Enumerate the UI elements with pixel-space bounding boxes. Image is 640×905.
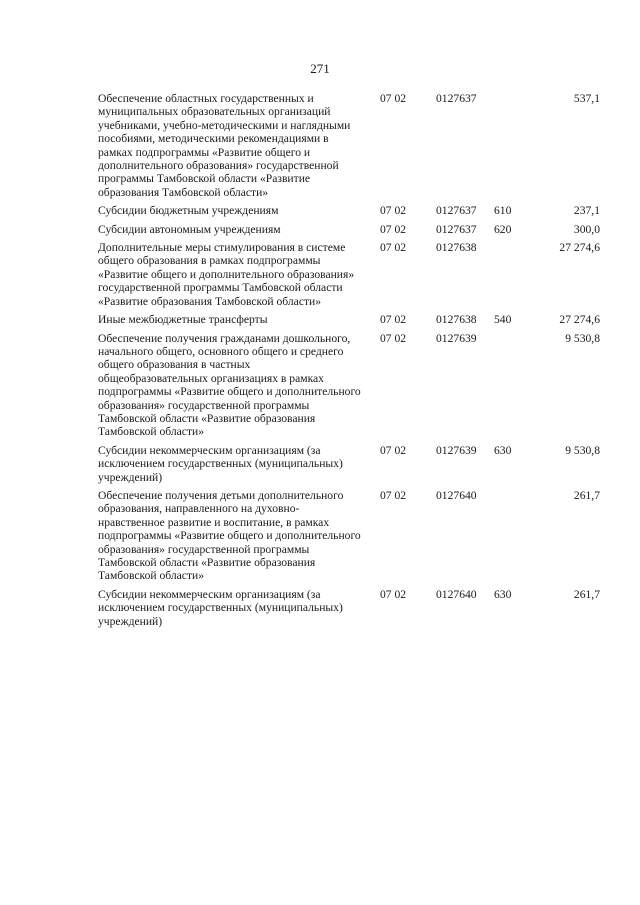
row-section: 07 02: [380, 587, 407, 601]
row-amount: 300,0: [573, 222, 600, 236]
row-description: Субсидии некоммерческим организациям (за исключением государственных (муниципальных) учреждений): [98, 443, 343, 484]
row-section: 07 02: [380, 313, 407, 327]
row-target-code: 0127638: [436, 313, 477, 327]
row-description: Субсидии автономным учреждениям: [98, 222, 281, 236]
row-amount: 27 274,6: [559, 241, 600, 255]
row-target-code: 0127637: [436, 204, 477, 218]
row-target-code: 0127637: [436, 222, 477, 236]
row-section: 07 02: [380, 488, 407, 502]
row-target-code: 0127640: [436, 488, 477, 502]
row-amount: 261,7: [573, 488, 600, 502]
row-expense-type: 630: [494, 587, 512, 601]
row-expense-type: 540: [494, 313, 512, 327]
row-expense-type: [494, 92, 528, 204]
table-row: [98, 223, 600, 241]
row-section: 07 02: [380, 331, 407, 345]
row-target-code: 0127640: [436, 587, 477, 601]
budget-table: [98, 92, 600, 633]
row-section: 07 02: [380, 92, 407, 105]
row-target-code: 0127637: [436, 92, 477, 105]
table-row: [98, 588, 600, 633]
table-row: [98, 204, 600, 222]
row-expense-type: [494, 241, 528, 313]
row-target-code: 0127638: [436, 241, 477, 255]
row-amount: 27 274,6: [559, 313, 600, 327]
row-amount: 537,1: [573, 92, 600, 105]
row-section: 07 02: [380, 222, 407, 236]
row-expense-type: [494, 332, 528, 444]
row-description: Субсидии бюджетным учреждениям: [98, 204, 279, 218]
row-description: Обеспечение получения гражданами дошкольного, начального общего, основного общего и среднего общего образования в частных общеобразовательных организациях в рамках подпрограммы «Развитие общего и дополнительного образования» государственной программы Тамбовской области «Развитие образования Тамбовской области»: [98, 331, 361, 439]
row-description: Обеспечение получения детьми дополнительного образования, направленного на духовно-нравственное развитие и воспитание, в рамках подпрограммы «Развитие общего и дополнительного образования» государственной программы Тамбовской области «Развитие образования Тамбовской области»: [98, 488, 361, 583]
table-row: [98, 444, 600, 489]
row-expense-type: 620: [494, 222, 512, 236]
row-amount: 237,1: [573, 204, 600, 218]
table-row: [98, 489, 600, 588]
row-description: Субсидии некоммерческим организациям (за исключением государственных (муниципальных) учреждений): [98, 587, 343, 628]
row-amount: 9 530,8: [565, 331, 600, 345]
row-target-code: 0127639: [436, 331, 477, 345]
row-description: Дополнительные меры стимулирования в системе общего образования в рамках подпрограммы «Развитие общего и дополнительного образования» государственной программы Тамбовской области «Развитие образования Тамбовской области»: [98, 241, 355, 308]
table-row: [98, 332, 600, 444]
table-row: [98, 241, 600, 313]
row-expense-type: 630: [494, 443, 512, 457]
page-number: 271: [310, 61, 330, 76]
row-description: Иные межбюджетные трансферты: [98, 313, 268, 327]
row-section: 07 02: [380, 443, 407, 457]
table-row: [98, 313, 600, 331]
row-target-code: 0127639: [436, 443, 477, 457]
row-section: 07 02: [380, 204, 407, 218]
row-section: 07 02: [380, 241, 407, 255]
row-expense-type: [494, 489, 528, 588]
row-amount: 261,7: [573, 587, 600, 601]
table-row: [98, 92, 600, 204]
row-amount: 9 530,8: [565, 443, 600, 457]
row-description: Обеспечение областных государственных и муниципальных образовательных организаций учебниками, учебно-методическими и наглядными пособиями, методическими рекомендациями в рамках подпрограммы «Развитие общего и дополнительного образования» государственной программы Тамбовской области «Развитие образования Тамбовской области»: [98, 92, 351, 199]
row-expense-type: 610: [494, 204, 512, 218]
